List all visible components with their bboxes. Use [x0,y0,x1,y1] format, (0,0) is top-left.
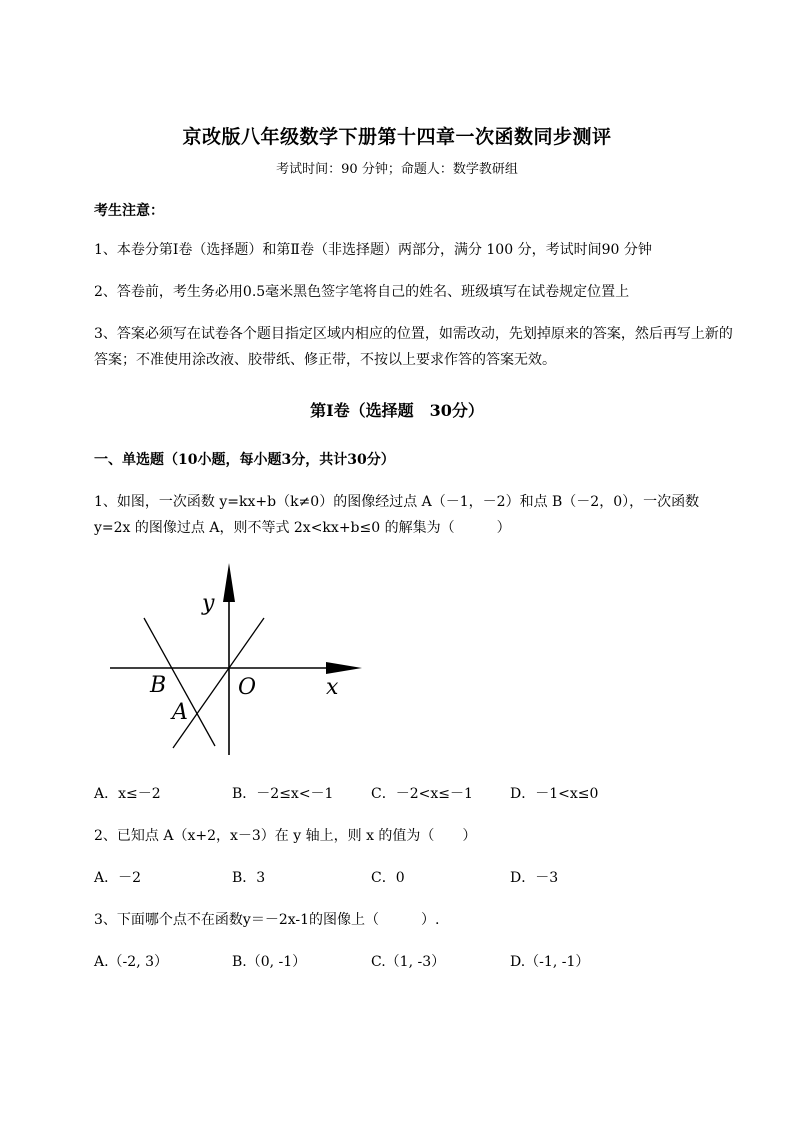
option-c: C．0 [371,870,405,886]
option-a: A．－2 [94,870,142,886]
question-stem: 1、如图，一次函数 y=kx+b（k≠0）的图像经过点 A（－1，－2）和点 B（－2，0），一次函数 y=2x 的图像过点 A，则不等式 2x<kx+b≤0 的解集为（ ） [94,494,700,536]
option-c: C．－2<x≤－1 [371,786,473,802]
section-title: 第Ⅰ卷（选择题 30分） [310,401,484,420]
question-stem: 2、已知点 A（x+2，x－3）在 y 轴上，则 x 的值为（ ） [94,828,477,844]
answer-options [94,951,714,973]
notice-heading: 考生注意： [94,203,164,219]
notice-item: 1、本卷分第Ⅰ卷（选择题）和第Ⅱ卷（非选择题）两部分，满分 100 分，考试时间90 分钟 [94,242,652,258]
option-a: A．x≤－2 [94,786,161,802]
option-b: B．－2≤x<－1 [232,786,334,802]
point-a-label: A [172,700,188,725]
option-b: B.（0, -1） [232,954,307,970]
option-c: C.（1, -3） [371,954,446,970]
origin-label: O [238,675,257,700]
page-title: 京改版八年级数学下册第十四章一次函数同步测评 [182,126,612,148]
y-axis-arrow-icon [223,563,235,602]
option-d: D．－1<x≤0 [510,786,599,802]
notice-item: 3、答案必须写在试卷各个题目指定区域内相应的位置，如需改动，先划掉原来的答案，然后再写上新的答案；不准使用涂改液、胶带纸、修正带，不按以上要求作答的答案无效。 [94,326,733,368]
option-b: B．3 [232,870,266,886]
notice-item: 2、答卷前，考生务必用0.5毫米黑色签字笔将自己的姓名、班级填写在试卷规定位置上 [94,284,630,300]
function-graph-figure [100,560,380,760]
y-axis-label: y [202,591,215,616]
point-b-label: B [150,673,167,698]
answer-options [94,867,714,889]
question-stem: 3、下面哪个点不在函数y＝－2x-1的图像上（ ）. [94,912,440,928]
option-d: D．－3 [510,870,559,886]
option-d: D.（-1, -1） [510,954,590,970]
answer-options [94,783,714,805]
x-axis-label: x [326,675,339,700]
exam-subtitle: 考试时间：90 分钟；命题人：数学教研组 [276,162,518,177]
part-heading: 一、单选题（10小题，每小题3分，共计30分） [94,452,395,468]
x-axis-arrow-icon [326,662,362,674]
option-a: A.（-2, 3） [94,954,169,970]
